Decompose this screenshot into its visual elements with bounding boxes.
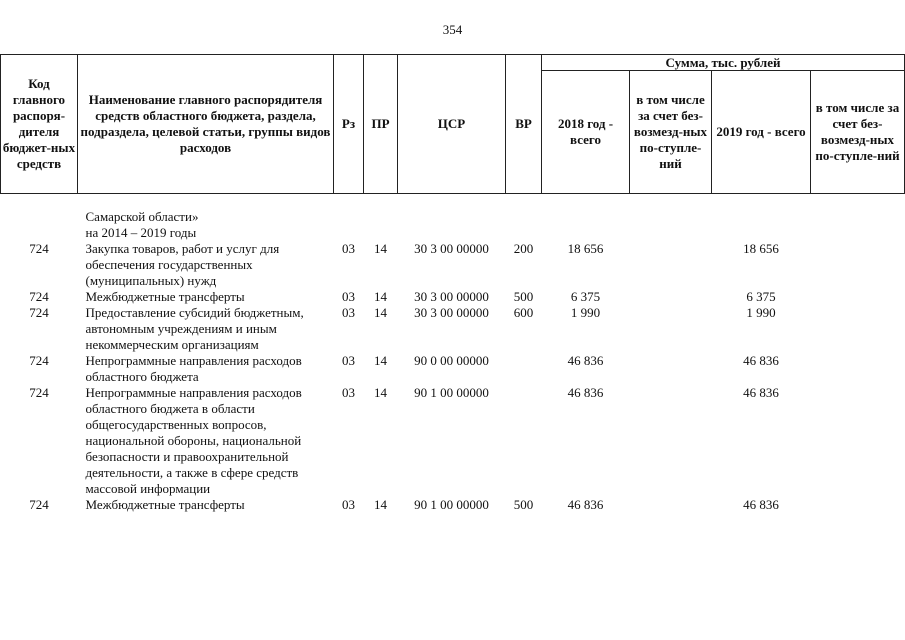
cell-csr: 30 3 00 00000 bbox=[414, 305, 489, 320]
cell-rz: 03 bbox=[342, 353, 355, 368]
cell-pr: 14 bbox=[374, 353, 387, 368]
cell-rz: 03 bbox=[342, 497, 355, 512]
header-csr: ЦСР bbox=[398, 55, 506, 194]
cell-vr: 200 bbox=[513, 241, 534, 256]
cell-pr: 14 bbox=[374, 305, 387, 320]
header-sum-group: Сумма, тыс. рублей bbox=[542, 55, 905, 71]
header-rz: Рз bbox=[334, 55, 364, 194]
table-row bbox=[1, 353, 905, 385]
header-2018-incl: в том числе за счет без-возмезд-ных по-ступле-ний bbox=[630, 71, 712, 194]
header-vr: ВР bbox=[506, 55, 542, 194]
cell-sum-2019-incl bbox=[811, 353, 905, 385]
cell-vr: 500 bbox=[513, 289, 534, 304]
table-row bbox=[1, 305, 905, 353]
cell-pr: 14 bbox=[374, 385, 387, 400]
cell-code: 724 bbox=[29, 241, 49, 256]
cell-sum-2018: 1 990 bbox=[570, 305, 601, 320]
header-2018-total: 2018 год - всего bbox=[542, 71, 630, 194]
cell-name: Межбюджетные трансферты bbox=[85, 289, 245, 304]
cell-sum-2019-incl bbox=[811, 385, 905, 497]
cell-sum-2019-incl bbox=[811, 305, 905, 353]
cell-pr bbox=[364, 209, 398, 241]
cell-vr: 600 bbox=[513, 305, 534, 320]
cell-csr: 30 3 00 00000 bbox=[414, 289, 489, 304]
cell-sum-2019: 6 375 bbox=[746, 289, 776, 304]
cell-sum-2019: 46 836 bbox=[743, 497, 779, 512]
cell-name: Непрограммные направления расходов областного бюджета в области общегосударственных вопросов, национальной обороны, национальной безопасности и правоохранительной деятельности, а также в сфере средств массовой информации bbox=[85, 385, 302, 496]
page-number: 354 bbox=[442, 22, 463, 37]
cell-sum-2019: 46 836 bbox=[743, 353, 779, 368]
cell-name: Закупка товаров, работ и услуг для обеспечения государственных (муниципальных) нужд bbox=[85, 241, 280, 288]
cell-code: 724 bbox=[29, 305, 49, 320]
cell-vr bbox=[506, 353, 542, 385]
table-header bbox=[1, 55, 905, 194]
cell-pr: 14 bbox=[374, 289, 387, 304]
cell-name: Межбюджетные трансферты bbox=[85, 497, 245, 512]
cell-rz: 03 bbox=[342, 385, 355, 400]
table-body bbox=[1, 194, 905, 514]
cell-code: 724 bbox=[29, 353, 49, 368]
cell-csr: 90 0 00 00000 bbox=[414, 353, 489, 368]
cell-name: Самарской области» на 2014 – 2019 годы bbox=[85, 209, 199, 240]
cell-sum-2018-incl bbox=[630, 353, 712, 385]
header-name: Наименование главного распорядителя средств областного бюджета, раздела, подраздела, целевой статьи, группы видов расходов bbox=[78, 55, 334, 194]
cell-rz bbox=[334, 209, 364, 241]
cell-sum-2019-incl bbox=[811, 241, 905, 289]
cell-csr bbox=[398, 209, 506, 241]
table-row bbox=[1, 289, 905, 305]
cell-sum-2019 bbox=[712, 209, 811, 241]
cell-vr bbox=[506, 209, 542, 241]
cell-sum-2018: 6 375 bbox=[570, 289, 601, 304]
cell-sum-2019: 46 836 bbox=[743, 385, 779, 400]
table-row bbox=[1, 241, 905, 289]
cell-sum-2018-incl bbox=[630, 209, 712, 241]
cell-vr bbox=[506, 385, 542, 497]
cell-code: 724 bbox=[29, 497, 49, 512]
cell-sum-2018-incl bbox=[630, 497, 712, 513]
cell-sum-2019: 18 656 bbox=[743, 241, 779, 256]
cell-sum-2019-incl bbox=[811, 289, 905, 305]
cell-sum-2018-incl bbox=[630, 385, 712, 497]
budget-table bbox=[0, 54, 905, 513]
cell-sum-2019: 1 990 bbox=[746, 305, 776, 320]
cell-rz: 03 bbox=[342, 289, 355, 304]
header-2019-incl: в том числе за счет без-возмезд-ных по-ступле-ний bbox=[811, 71, 905, 194]
cell-csr: 90 1 00 00000 bbox=[414, 385, 489, 400]
cell-code bbox=[1, 209, 78, 241]
table-row bbox=[1, 385, 905, 497]
cell-vr: 500 bbox=[513, 497, 534, 512]
cell-sum-2018: 46 836 bbox=[567, 385, 604, 400]
cell-pr: 14 bbox=[374, 497, 387, 512]
cell-sum-2018-incl bbox=[630, 305, 712, 353]
cell-sum-2018-incl bbox=[630, 289, 712, 305]
cell-code: 724 bbox=[29, 385, 49, 400]
cell-name: Непрограммные направления расходов областного бюджета bbox=[85, 353, 302, 384]
cell-sum-2018: 18 656 bbox=[567, 241, 604, 256]
cell-pr: 14 bbox=[374, 241, 387, 256]
cell-sum-2019-incl bbox=[811, 497, 905, 513]
header-pr: ПР bbox=[364, 55, 398, 194]
cell-sum-2018: 46 836 bbox=[567, 353, 604, 368]
cell-sum-2018-incl bbox=[630, 241, 712, 289]
cell-sum-2018 bbox=[542, 209, 630, 241]
cell-sum-2018: 46 836 bbox=[567, 497, 604, 512]
cell-csr: 30 3 00 00000 bbox=[414, 241, 489, 256]
table-row bbox=[1, 209, 905, 241]
header-2019-total: 2019 год - всего bbox=[712, 71, 811, 194]
cell-sum-2019-incl bbox=[811, 209, 905, 241]
cell-rz: 03 bbox=[342, 241, 355, 256]
cell-name: Предоставление субсидий бюджетным, автономным учреждениям и иным некоммерческим организациям bbox=[85, 305, 304, 352]
cell-code: 724 bbox=[29, 289, 49, 304]
table-row bbox=[1, 497, 905, 513]
header-code: Код главного распоря-дителя бюджет-ных средств bbox=[1, 55, 78, 194]
cell-rz: 03 bbox=[342, 305, 355, 320]
cell-csr: 90 1 00 00000 bbox=[414, 497, 489, 512]
